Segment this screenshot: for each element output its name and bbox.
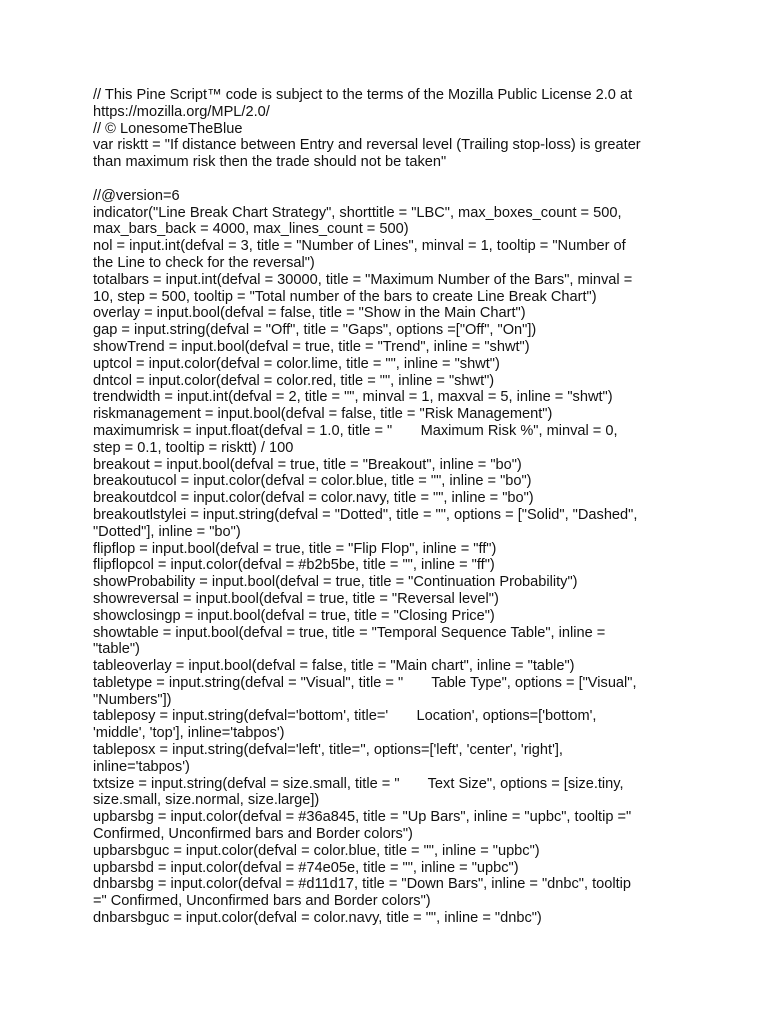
code-line: maximumrisk = input.float(defval = 1.0, title = " Maximum Risk %", minval = 0, [93, 422, 618, 439]
code-line: showreversal = input.bool(defval = true, title = "Reversal level") [93, 590, 499, 607]
code-line [93, 171, 693, 188]
code-line: tableoverlay = input.bool(defval = false, title = "Main chart", inline = "table") [93, 658, 575, 675]
code-line: https://mozilla.org/MPL/2.0/ [93, 103, 270, 120]
code-line: flipflop = input.bool(defval = true, title = "Flip Flop", inline = "ff") [93, 540, 497, 557]
code-line: showclosingp = input.bool(defval = true, title = "Closing Price") [93, 607, 495, 624]
code-line: step = 0.1, tooltip = risktt) / 100 [93, 439, 294, 456]
code-line: flipflopcol = input.color(defval = #b2b5be, title = "", inline = "ff") [93, 557, 495, 574]
code-line: upbarsbguc = input.color(defval = color.blue, title = "", inline = "upbc") [93, 842, 540, 859]
code-line: size.small, size.normal, size.large]) [93, 792, 320, 809]
code-line: than maximum risk then the trade should not be taken" [93, 154, 447, 171]
code-line: //@version=6 [93, 187, 180, 204]
code-listing [93, 87, 693, 927]
code-line: nol = input.int(defval = 3, title = "Number of Lines", minval = 1, tooltip = "Number of [93, 238, 626, 255]
code-line: tableposy = input.string(defval='bottom', title=' Location', options=['bottom', [93, 708, 597, 725]
code-line: breakout = input.bool(defval = true, title = "Breakout", inline = "bo") [93, 456, 522, 473]
code-line: tableposx = input.string(defval='left', title='', options=['left', 'center', 'right'], [93, 742, 563, 759]
code-line: // © LonesomeTheBlue [93, 120, 243, 137]
code-line: tabletype = input.string(defval = "Visual", title = " Table Type", options = ["Visual", [93, 674, 637, 691]
code-line: indicator("Line Break Chart Strategy", shorttitle = "LBC", max_boxes_count = 500, [93, 204, 622, 221]
code-line: max_bars_back = 4000, max_lines_count = 500) [93, 221, 409, 238]
code-line: dnbarsbguc = input.color(defval = color.navy, title = "", inline = "dnbc") [93, 910, 542, 927]
code-line: showtable = input.bool(defval = true, title = "Temporal Sequence Table", inline = [93, 624, 606, 641]
code-line: "table") [93, 641, 140, 658]
code-line: dnbarsbg = input.color(defval = #d11d17, title = "Down Bars", inline = "dnbc", tooltip [93, 876, 632, 893]
code-line: uptcol = input.color(defval = color.lime, title = "", inline = "shwt") [93, 355, 500, 372]
code-line: the Line to check for the reversal") [93, 254, 315, 271]
code-line: showProbability = input.bool(defval = true, title = "Continuation Probability") [93, 574, 578, 591]
code-line: showTrend = input.bool(defval = true, title = "Trend", inline = "shwt") [93, 338, 530, 355]
code-line: =" Confirmed, Unconfirmed bars and Border colors") [93, 893, 431, 910]
code-line: // This Pine Script™ code is subject to the terms of the Mozilla Public License 2.0 at [93, 87, 633, 103]
code-line: Confirmed, Unconfirmed bars and Border colors") [93, 826, 413, 843]
code-line: "Dotted"], inline = "bo") [93, 523, 241, 540]
code-line: upbarsbg = input.color(defval = #36a845, title = "Up Bars", inline = "upbc", tooltip =" [93, 809, 632, 826]
code-line: dntcol = input.color(defval = color.red, title = "", inline = "shwt") [93, 372, 495, 389]
code-line: txtsize = input.string(defval = size.small, title = " Text Size", options = [size.tiny, [93, 775, 624, 792]
code-line: "Numbers"]) [93, 691, 172, 708]
code-line: 'middle', 'top'], inline='tabpos') [93, 725, 285, 742]
code-line: totalbars = input.int(defval = 30000, title = "Maximum Number of the Bars", minval = [93, 271, 633, 288]
code-line: upbarsbd = input.color(defval = #74e05e, title = "", inline = "upbc") [93, 859, 519, 876]
code-line: gap = input.string(defval = "Off", title = "Gaps", options =["Off", "On"]) [93, 322, 537, 339]
code-line: inline='tabpos') [93, 758, 190, 775]
code-line: overlay = input.bool(defval = false, title = "Show in the Main Chart") [93, 305, 526, 322]
code-line: var risktt = "If distance between Entry and reversal level (Trailing stop-loss) is greater [93, 137, 641, 154]
code-line: breakoutlstylei = input.string(defval = "Dotted", title = "", options = ["Solid", "Dashed", [93, 506, 638, 523]
code-line: breakoutdcol = input.color(defval = color.navy, title = "", inline = "bo") [93, 490, 534, 507]
code-line: trendwidth = input.int(defval = 2, title = "", minval = 1, maxval = 5, inline = "shwt") [93, 389, 613, 406]
code-line: riskmanagement = input.bool(defval = false, title = "Risk Management") [93, 406, 553, 423]
code-line: 10, step = 500, tooltip = "Total number of the bars to create Line Break Chart") [93, 288, 597, 305]
code-line: breakoutucol = input.color(defval = color.blue, title = "", inline = "bo") [93, 473, 532, 490]
